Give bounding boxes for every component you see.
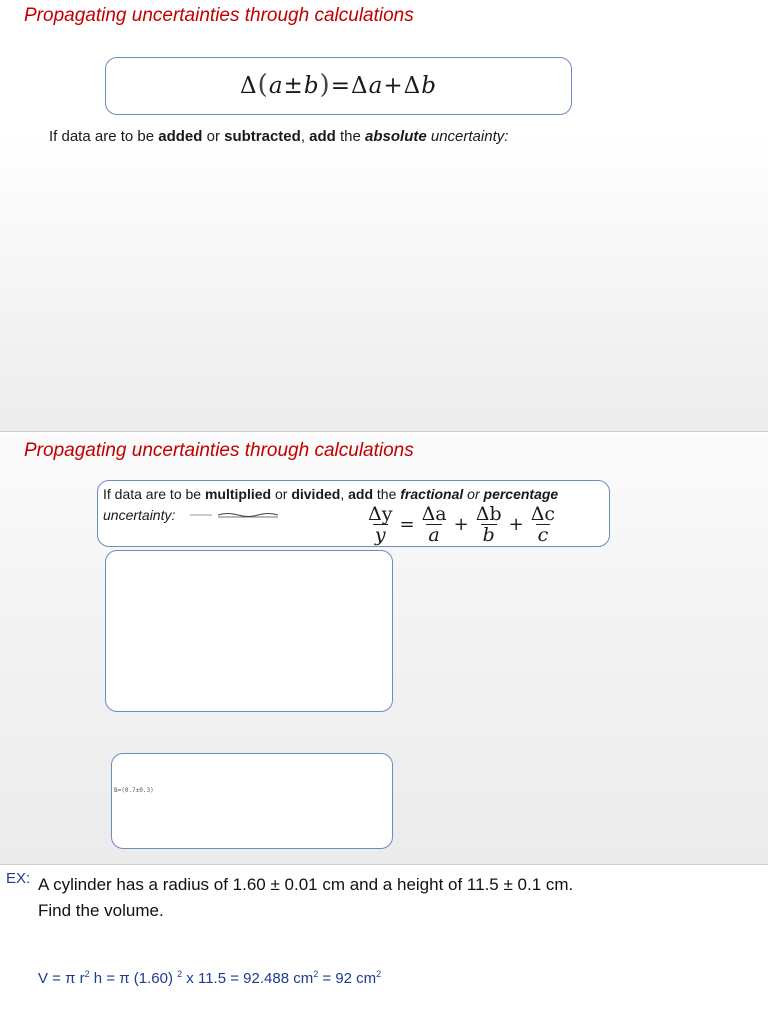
problem-line-2: Find the volume.	[38, 901, 164, 920]
equation-box	[105, 57, 572, 115]
volume-answer: V = π $r^2$ h = π (1.60) $^2$ x 11.5 = 92.488 $cm^2 = 92$ $cm^2$	[38, 969, 382, 987]
sum-uncertainty-equation: Δ(a±b)=Δa+Δb	[240, 70, 437, 100]
empty-box-1	[105, 550, 393, 712]
slide-example	[0, 866, 768, 1024]
fractional-uncertainty-formula: $\frac{\Delta y}{y}$ = $\frac{\Delta a}{a}$ + $\frac{\Delta b}{b}$ + $\frac{\Delta c}{c}$	[368, 502, 556, 546]
empty-box-2	[111, 753, 393, 849]
slide-addition-rule	[0, 0, 768, 432]
slide-multiplication-rule	[0, 433, 768, 865]
slide-title: Propagating uncertainties through calculations	[24, 5, 414, 26]
example-problem	[38, 872, 573, 924]
problem-line-1: A cylinder has a radius of 1.60 ± 0.01 cm and a height of 11.5 ± 0.1 cm.	[38, 875, 574, 894]
example-label: EX:	[6, 870, 31, 887]
fraction-db-b: $\frac{\Delta b}{b}$	[475, 502, 502, 546]
uncertainty-label: uncertainty:	[103, 507, 176, 523]
multiplication-rule-text: If data are to be multiplied or divided, add the fractional or percentage	[103, 486, 559, 502]
fraction-dc-c: $\frac{\Delta c}{c}$	[530, 502, 556, 546]
addition-rule-text: If data are to be added or subtracted, add the absolute uncertainty:	[49, 128, 509, 145]
multiplication-rule-box	[97, 480, 610, 547]
small-equation-text: B=(0.7±0.3)	[114, 787, 154, 794]
fraction-da-a: $\frac{\Delta a}{a}$	[421, 502, 447, 546]
fraction-dy-y: $\frac{\Delta y}{y}$	[368, 502, 393, 546]
slide-title: Propagating uncertainties through calculations	[24, 440, 414, 461]
scribble-mark	[190, 511, 280, 519]
